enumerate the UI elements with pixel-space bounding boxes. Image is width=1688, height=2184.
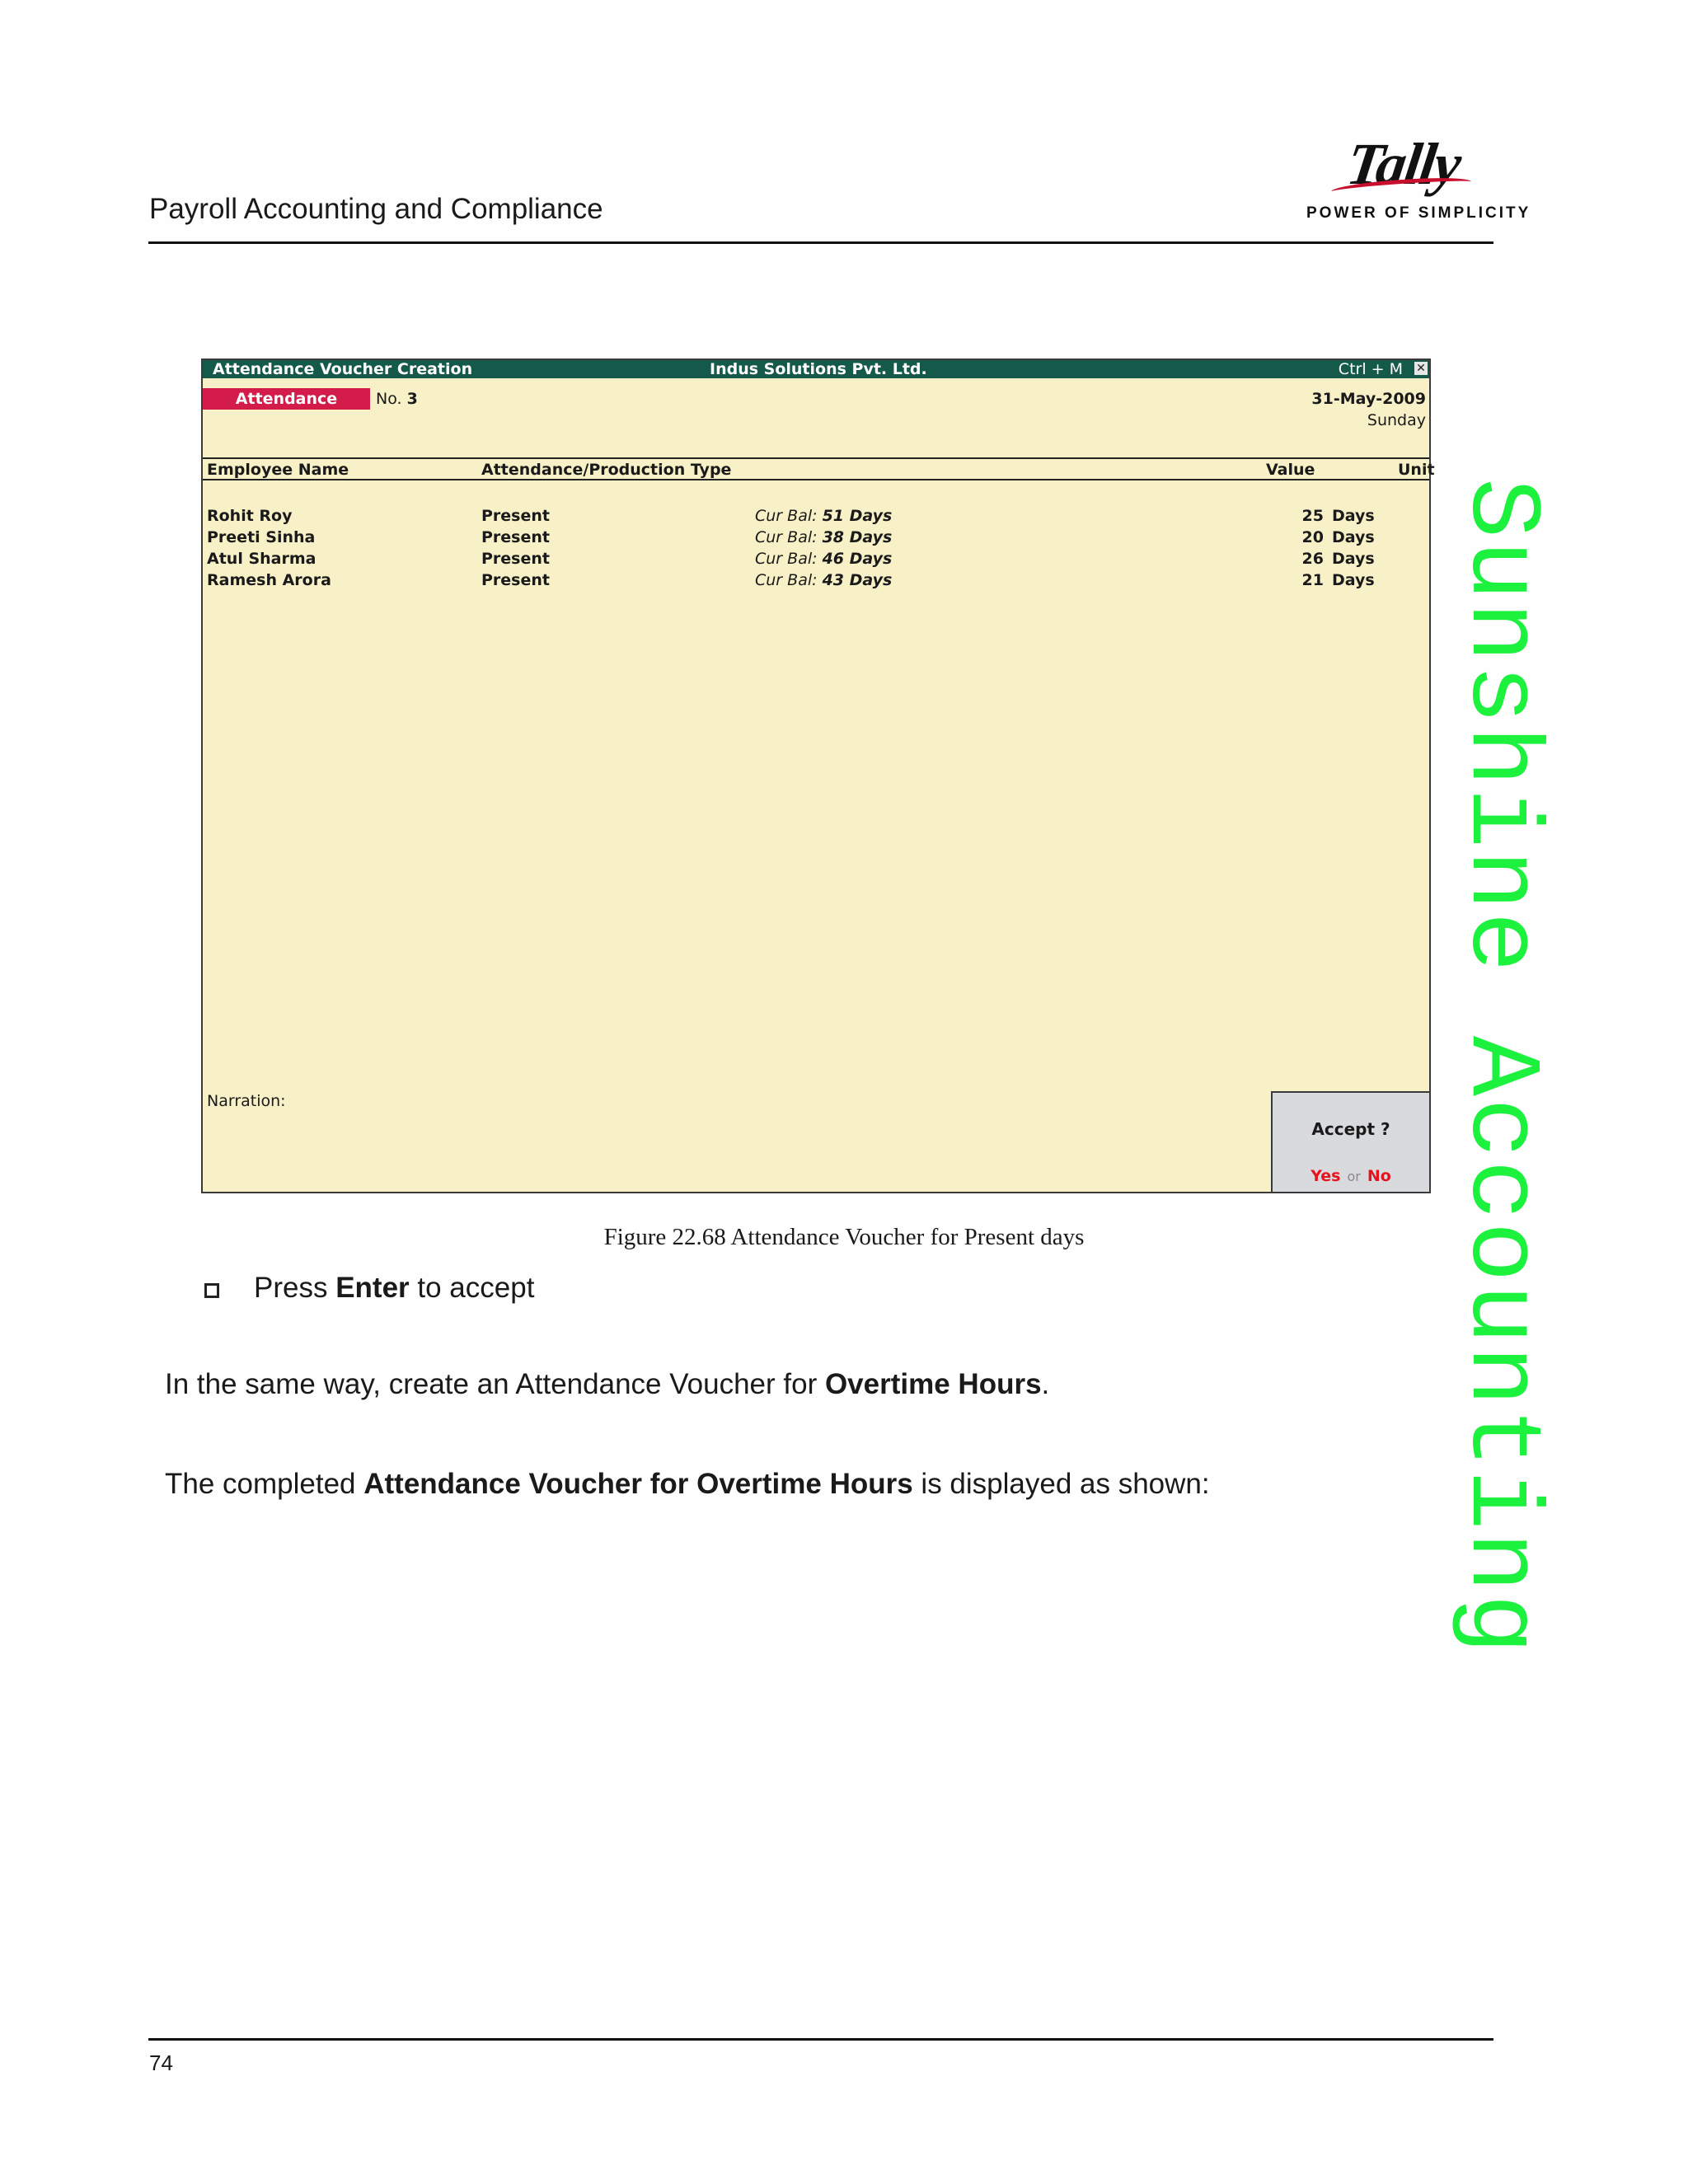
footer-rule bbox=[148, 2038, 1493, 2041]
table-row[interactable] bbox=[203, 571, 1429, 593]
attendance-value[interactable]: 26 bbox=[1301, 550, 1324, 568]
column-header bbox=[203, 457, 1435, 480]
logo-word: Tally bbox=[1343, 131, 1465, 197]
attendance-unit: Days bbox=[1332, 507, 1375, 525]
employee-name[interactable]: Ramesh Arora bbox=[207, 571, 331, 589]
attendance-type[interactable]: Present bbox=[481, 550, 550, 568]
voucher-date[interactable]: 31-May-2009 bbox=[1311, 390, 1426, 408]
current-balance bbox=[755, 571, 892, 589]
logo-tagline: POWER OF SIMPLICITY bbox=[1306, 204, 1531, 222]
bullet-post: to accept bbox=[409, 1272, 535, 1304]
screen-title: Attendance Voucher Creation bbox=[213, 360, 473, 378]
bullet-pre: Press bbox=[254, 1272, 336, 1304]
no-button[interactable]: No bbox=[1367, 1167, 1391, 1185]
bal-value: 46 Days bbox=[822, 550, 893, 568]
watermark: Sunshine Accounting bbox=[1443, 478, 1558, 1657]
bullet-bold: Enter bbox=[335, 1272, 410, 1304]
company-name: Indus Solutions Pvt. Ltd. bbox=[710, 360, 927, 378]
attendance-unit: Days bbox=[1332, 528, 1375, 546]
voucher-day: Sunday bbox=[1367, 411, 1426, 429]
attendance-type[interactable]: Present bbox=[481, 507, 550, 525]
bal-value: 43 Days bbox=[822, 571, 893, 589]
employee-name[interactable]: Preeti Sinha bbox=[207, 528, 316, 546]
para1-pre: In the same way, create an Attendance Voucher for bbox=[165, 1368, 825, 1400]
col-unit: Unit bbox=[1398, 461, 1435, 479]
voucher-no-value: 3 bbox=[406, 390, 418, 408]
col-attendance-type: Attendance/Production Type bbox=[481, 461, 732, 479]
current-balance bbox=[755, 507, 892, 525]
table-row[interactable] bbox=[203, 528, 1429, 550]
attendance-type[interactable]: Present bbox=[481, 528, 550, 546]
or-separator: or bbox=[1347, 1169, 1361, 1184]
attendance-unit: Days bbox=[1332, 550, 1375, 568]
page-number: 74 bbox=[149, 2050, 173, 2075]
employee-name[interactable]: Rohit Roy bbox=[207, 507, 293, 525]
title-bar bbox=[203, 360, 1429, 378]
narration-label[interactable]: Narration: bbox=[207, 1092, 286, 1110]
voucher-type-label[interactable]: Attendance bbox=[203, 388, 370, 410]
col-employee-name: Employee Name bbox=[207, 461, 349, 479]
col-value: Value bbox=[1266, 461, 1315, 479]
attendance-unit: Days bbox=[1332, 571, 1375, 589]
bullet-text bbox=[254, 1272, 534, 1305]
accept-question: Accept ? bbox=[1311, 1119, 1390, 1139]
tally-logo bbox=[1306, 130, 1531, 227]
bullet-square-icon bbox=[204, 1283, 219, 1298]
current-balance bbox=[755, 528, 892, 546]
attendance-value[interactable]: 20 bbox=[1301, 528, 1324, 546]
shortcut-hint: Ctrl + M bbox=[1338, 360, 1403, 378]
table-row[interactable] bbox=[203, 550, 1429, 571]
attendance-value[interactable]: 25 bbox=[1301, 507, 1324, 525]
voucher-number bbox=[376, 390, 418, 408]
bal-label: Cur Bal: bbox=[755, 528, 818, 546]
accept-options bbox=[1273, 1167, 1429, 1185]
bal-label: Cur Bal: bbox=[755, 507, 818, 525]
employee-name[interactable]: Atul Sharma bbox=[207, 550, 316, 568]
para1-bold: Overtime Hours bbox=[824, 1368, 1042, 1400]
attendance-value[interactable]: 21 bbox=[1301, 571, 1324, 589]
para2-post: is displayed as shown: bbox=[912, 1468, 1210, 1500]
voucher-no-label: No. bbox=[376, 390, 402, 408]
close-icon[interactable]: ✕ bbox=[1414, 362, 1428, 375]
para2-pre: The completed bbox=[165, 1468, 364, 1500]
accept-dialog bbox=[1271, 1091, 1431, 1193]
bal-value: 38 Days bbox=[822, 528, 893, 546]
bal-label: Cur Bal: bbox=[755, 550, 818, 568]
paragraph-2 bbox=[165, 1468, 1210, 1501]
paragraph-1 bbox=[165, 1368, 1049, 1401]
figure-caption: Figure 22.68 Attendance Voucher for Present days bbox=[603, 1224, 1085, 1250]
para1-post: . bbox=[1041, 1368, 1050, 1400]
attendance-type[interactable]: Present bbox=[481, 571, 550, 589]
table-row[interactable] bbox=[203, 507, 1429, 528]
bal-value: 51 Days bbox=[822, 507, 893, 525]
tally-screen bbox=[201, 359, 1435, 1193]
yes-button[interactable]: Yes bbox=[1311, 1167, 1341, 1185]
header-rule bbox=[148, 241, 1493, 244]
page-header-title: Payroll Accounting and Compliance bbox=[149, 193, 603, 225]
current-balance bbox=[755, 550, 892, 568]
bal-label: Cur Bal: bbox=[755, 571, 818, 589]
para2-bold: Attendance Voucher for Overtime Hours bbox=[363, 1468, 913, 1500]
